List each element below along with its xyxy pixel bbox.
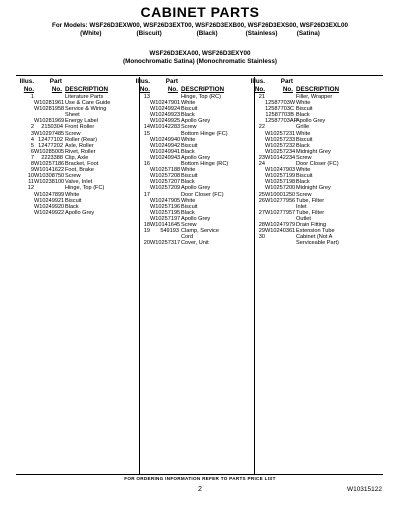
- ordering-note: FOR ORDERING INFORMATION REFER TO PARTS PRICE LIST: [124, 476, 276, 481]
- part-description: Hinge, Top (FC): [65, 185, 105, 192]
- part-description: Roller (Rear): [65, 136, 98, 143]
- illus-number: 28: [258, 221, 265, 228]
- illus-number: 18: [143, 221, 150, 228]
- illus-number: 16: [143, 161, 150, 168]
- part-number: W10240361: [265, 228, 296, 235]
- document-number: W10315122: [346, 486, 382, 493]
- part-description: Axle, Roller: [65, 142, 94, 149]
- illus-header-line: No.: [139, 85, 150, 93]
- part-description: Sheet: [65, 112, 80, 119]
- part-number: W10257207: [150, 179, 181, 186]
- part-description: Cord: [181, 234, 194, 241]
- page-title: CABINET PARTS: [140, 4, 260, 20]
- part-description: Filler, Wrapper: [296, 94, 333, 100]
- part-number: 549193: [160, 228, 179, 235]
- part-description: Biscuit: [296, 106, 313, 113]
- part-number: W10141645: [150, 221, 181, 228]
- part-description: Literature Parts: [65, 94, 104, 100]
- description-header: DESCRIPTION: [65, 85, 109, 93]
- part-description: Biscuit: [181, 106, 198, 113]
- part-number: W10257196: [150, 203, 181, 210]
- illus-number: 11: [28, 179, 34, 186]
- part-description: Screw: [296, 191, 312, 198]
- parts-row: [16, 210, 138, 216]
- part-number: 12587703C: [265, 106, 294, 113]
- illus-number: 1: [30, 94, 34, 100]
- part-number: W10001250: [265, 191, 296, 198]
- illus-number: 15: [143, 130, 150, 137]
- illus-header-line: Illus.: [19, 78, 34, 85]
- part-description: Serviceable Part): [296, 240, 339, 247]
- part-description: Black: [181, 209, 195, 216]
- part-number: 12587703W: [265, 100, 296, 107]
- part-description: Biscuit: [296, 173, 313, 180]
- part-description: Apollo Grey: [65, 209, 95, 216]
- part-number: W10277957: [265, 209, 296, 216]
- part-description: Cover, Unit: [181, 240, 209, 247]
- parts-column-1: [16, 78, 138, 216]
- part-description: Use & Care Guide: [65, 100, 111, 107]
- illus-number: 13: [143, 94, 150, 100]
- part-number: W10257233: [265, 136, 296, 143]
- illus-number: 9: [30, 167, 34, 174]
- part-description: Rivet, Roller: [65, 148, 96, 155]
- part-description: Energy Label: [65, 118, 98, 125]
- illus-number: 4: [30, 136, 34, 143]
- part-number: 12587703B: [265, 112, 294, 119]
- part-description: Drain Fitting: [296, 221, 327, 228]
- part-number: W10257234: [265, 148, 296, 155]
- part-number: W10249942: [150, 142, 181, 149]
- part-description: White: [296, 167, 311, 174]
- part-number: W10257197: [150, 215, 181, 222]
- illus-header-line: No.: [23, 85, 34, 93]
- part-description: Valve, Inlet: [65, 179, 93, 186]
- part-description: Bottom Hinge (RC): [181, 161, 229, 168]
- models-block: [0, 22, 400, 38]
- illus-no-header: [16, 78, 34, 94]
- illus-no-header: [132, 78, 150, 94]
- part-description: Bottom Hinge (FC): [181, 130, 228, 137]
- part-number: W10249924: [150, 106, 181, 113]
- part-description: Tube, Filter: [296, 209, 325, 216]
- part-description: Grille: [296, 124, 310, 131]
- part-number: W10247903: [265, 167, 296, 174]
- part-description: White: [181, 167, 196, 174]
- parts-column-3: [247, 78, 383, 246]
- part-description: Hinge, Top (RC): [181, 94, 221, 100]
- parts-row: [247, 240, 383, 246]
- part-description: Tube, Filter: [296, 197, 325, 204]
- part-description: Foot, Brake: [65, 167, 94, 174]
- part-description: Screw: [296, 154, 312, 161]
- part-number: W10281969: [34, 118, 65, 125]
- part-number: W10257232: [265, 142, 296, 149]
- illus-header-line: Illus.: [250, 78, 265, 85]
- part-number: W10257231: [265, 130, 296, 137]
- part-description: Screw: [65, 130, 81, 137]
- part-number: W10249922: [34, 209, 65, 216]
- part-description: Clip, Axle: [65, 154, 89, 161]
- part-description: Cabinet (Not A: [296, 234, 333, 241]
- part-number: W10238100: [34, 179, 65, 186]
- part-description: Midnight Grey: [296, 185, 331, 192]
- part-description: White: [181, 197, 196, 204]
- illus-number: 22: [258, 124, 265, 131]
- part-number: 12587703AP: [265, 118, 298, 125]
- part-number: W10277956: [265, 197, 296, 204]
- part-description: Biscuit: [181, 142, 198, 149]
- part-description: Midnight Grey: [296, 148, 331, 155]
- part-number: W10308750: [34, 173, 65, 180]
- illus-number: [247, 240, 265, 246]
- part-header-line: Part: [165, 78, 178, 85]
- part-description: White: [181, 136, 196, 143]
- part-description: Apollo Grey: [296, 118, 326, 125]
- part-number: W10249943: [150, 154, 181, 161]
- part-description: Biscuit: [296, 136, 313, 143]
- part-number: W10257188: [150, 167, 181, 174]
- part-description: Apollo Grey: [181, 215, 211, 222]
- part-header-line: No.: [167, 85, 178, 93]
- illus-number: 26: [258, 197, 265, 204]
- illus-number: 12: [27, 185, 34, 192]
- part-number: W10257200: [265, 185, 296, 192]
- part-description: White: [296, 100, 311, 107]
- part-description: Black: [296, 112, 310, 119]
- illus-number: 29: [258, 228, 265, 235]
- models-colors-line: (White) (Biscuit) (Black) (Stainless) (Satina): [80, 30, 320, 37]
- column-header: [16, 78, 138, 94]
- part-number: W10249941: [150, 148, 181, 155]
- part-no-header: [34, 78, 65, 94]
- part-number: W10249921: [34, 197, 65, 204]
- part-number: W10257199: [265, 173, 296, 180]
- illus-number: 3: [30, 130, 34, 137]
- illus-header-line: No.: [254, 85, 265, 93]
- variants-block: [0, 50, 400, 66]
- part-number: W10257195: [150, 209, 181, 216]
- part-no-header: [265, 78, 296, 94]
- part-description: Biscuit: [181, 173, 198, 180]
- part-number: 12477102: [38, 136, 63, 143]
- part-description: Outlet: [296, 215, 311, 222]
- part-description: Screw: [65, 173, 81, 180]
- part-number: 12477202: [38, 142, 63, 149]
- variants-line: WSF26D3EXA00, WSF26D3EXY00: [149, 50, 251, 57]
- part-number: W10249920: [34, 203, 65, 210]
- parts-column-2: [132, 78, 254, 246]
- part-description: Black: [181, 148, 195, 155]
- part-description: Clamp, Service: [181, 228, 219, 235]
- part-number: W10142283: [150, 124, 181, 131]
- part-description: Apollo Grey: [181, 154, 211, 161]
- illus-number: 30: [258, 234, 265, 241]
- part-no-header: [150, 78, 181, 94]
- models-line: For Models: WSF26D3EXW00, WSF26D3EXT00, WSF26D3EXB00, WSF26D3EXS00, WSF26D3EXL00: [51, 22, 349, 29]
- illus-number: 25: [258, 191, 265, 198]
- part-description: Door Closer (FC): [181, 191, 224, 198]
- part-number: W10297485: [34, 130, 65, 137]
- part-description: Screw: [181, 124, 197, 131]
- page-number: 2: [198, 486, 202, 493]
- illus-number: [16, 210, 34, 216]
- part-description: White: [181, 100, 196, 107]
- part-description: White: [296, 130, 311, 137]
- part-number: W10249923: [150, 112, 181, 119]
- part-description: Bracket, Foot: [65, 161, 99, 168]
- part-description: Apollo Grey: [181, 185, 211, 192]
- illus-number: 5: [30, 142, 34, 149]
- column-header: [247, 78, 383, 94]
- illus-number: 7: [30, 154, 34, 161]
- part-description: Extension Tube: [296, 228, 335, 235]
- part-number: W10281958: [34, 106, 65, 113]
- part-number: 2150304: [41, 124, 63, 131]
- part-number: W10257209: [150, 185, 181, 192]
- illus-number: 14: [143, 124, 150, 131]
- illus-no-header: [247, 78, 265, 94]
- part-description: Service & Wiring: [65, 106, 107, 113]
- part-description: White: [65, 191, 80, 198]
- part-number: W10257208: [150, 173, 181, 180]
- illus-number: 17: [143, 191, 150, 198]
- part-number: W10141622: [34, 167, 65, 174]
- part-description: Apollo Grey: [181, 118, 211, 125]
- part-number: W10247979: [265, 221, 296, 228]
- part-description: Inlet: [296, 203, 307, 210]
- illus-number: 21: [258, 94, 265, 100]
- part-number: W10249925: [150, 118, 181, 125]
- illus-number: 24: [258, 161, 265, 168]
- part-description: Front Roller: [65, 124, 95, 131]
- illus-number: 6: [30, 148, 34, 155]
- part-description: Black: [181, 112, 195, 119]
- variants-colors-line: (Monochromatic Satina) (Monochromatic Stainless): [123, 58, 277, 65]
- part-header-line: Part: [280, 78, 293, 85]
- top-rule: [16, 75, 383, 76]
- part-number: W10247905: [150, 197, 181, 204]
- part-description: Black: [296, 179, 310, 186]
- illus-number: 8: [30, 161, 34, 168]
- part-description: Black: [181, 179, 195, 186]
- illus-number: 23: [258, 154, 265, 161]
- part-number: W10247901: [150, 100, 181, 107]
- part-number: W10281961: [34, 100, 65, 107]
- parts-row: [132, 240, 254, 246]
- column-header: [132, 78, 254, 94]
- illus-number: 27: [258, 209, 265, 216]
- part-number: W10257317: [150, 240, 181, 247]
- part-description: Black: [296, 142, 310, 149]
- part-header-line: Part: [49, 78, 62, 85]
- part-header-line: No.: [51, 85, 62, 93]
- bottom-rule: [16, 474, 383, 475]
- part-description: Door Closer (FC): [296, 161, 339, 168]
- part-number: W10285005: [34, 148, 65, 155]
- part-number: W10257198: [265, 179, 296, 186]
- part-description: Black: [65, 203, 79, 210]
- part-header-line: No.: [282, 85, 293, 93]
- part-number: W10247899: [34, 191, 65, 198]
- description-header: DESCRIPTION: [296, 85, 340, 93]
- illus-header-line: Illus.: [135, 78, 150, 85]
- part-description: Biscuit: [65, 197, 82, 204]
- part-number: W10257186: [34, 161, 65, 168]
- part-number: 2223388: [41, 154, 63, 161]
- part-number: W10249940: [150, 136, 181, 143]
- illus-number: 20: [143, 240, 150, 247]
- illus-number: 19: [143, 228, 150, 235]
- part-description: Biscuit: [181, 203, 198, 210]
- part-description: Screw: [181, 221, 197, 228]
- illus-number: 10: [27, 173, 34, 180]
- description-header: DESCRIPTION: [181, 85, 225, 93]
- part-number: W10142234: [265, 154, 296, 161]
- illus-number: 2: [30, 124, 34, 131]
- part-number: [265, 240, 296, 246]
